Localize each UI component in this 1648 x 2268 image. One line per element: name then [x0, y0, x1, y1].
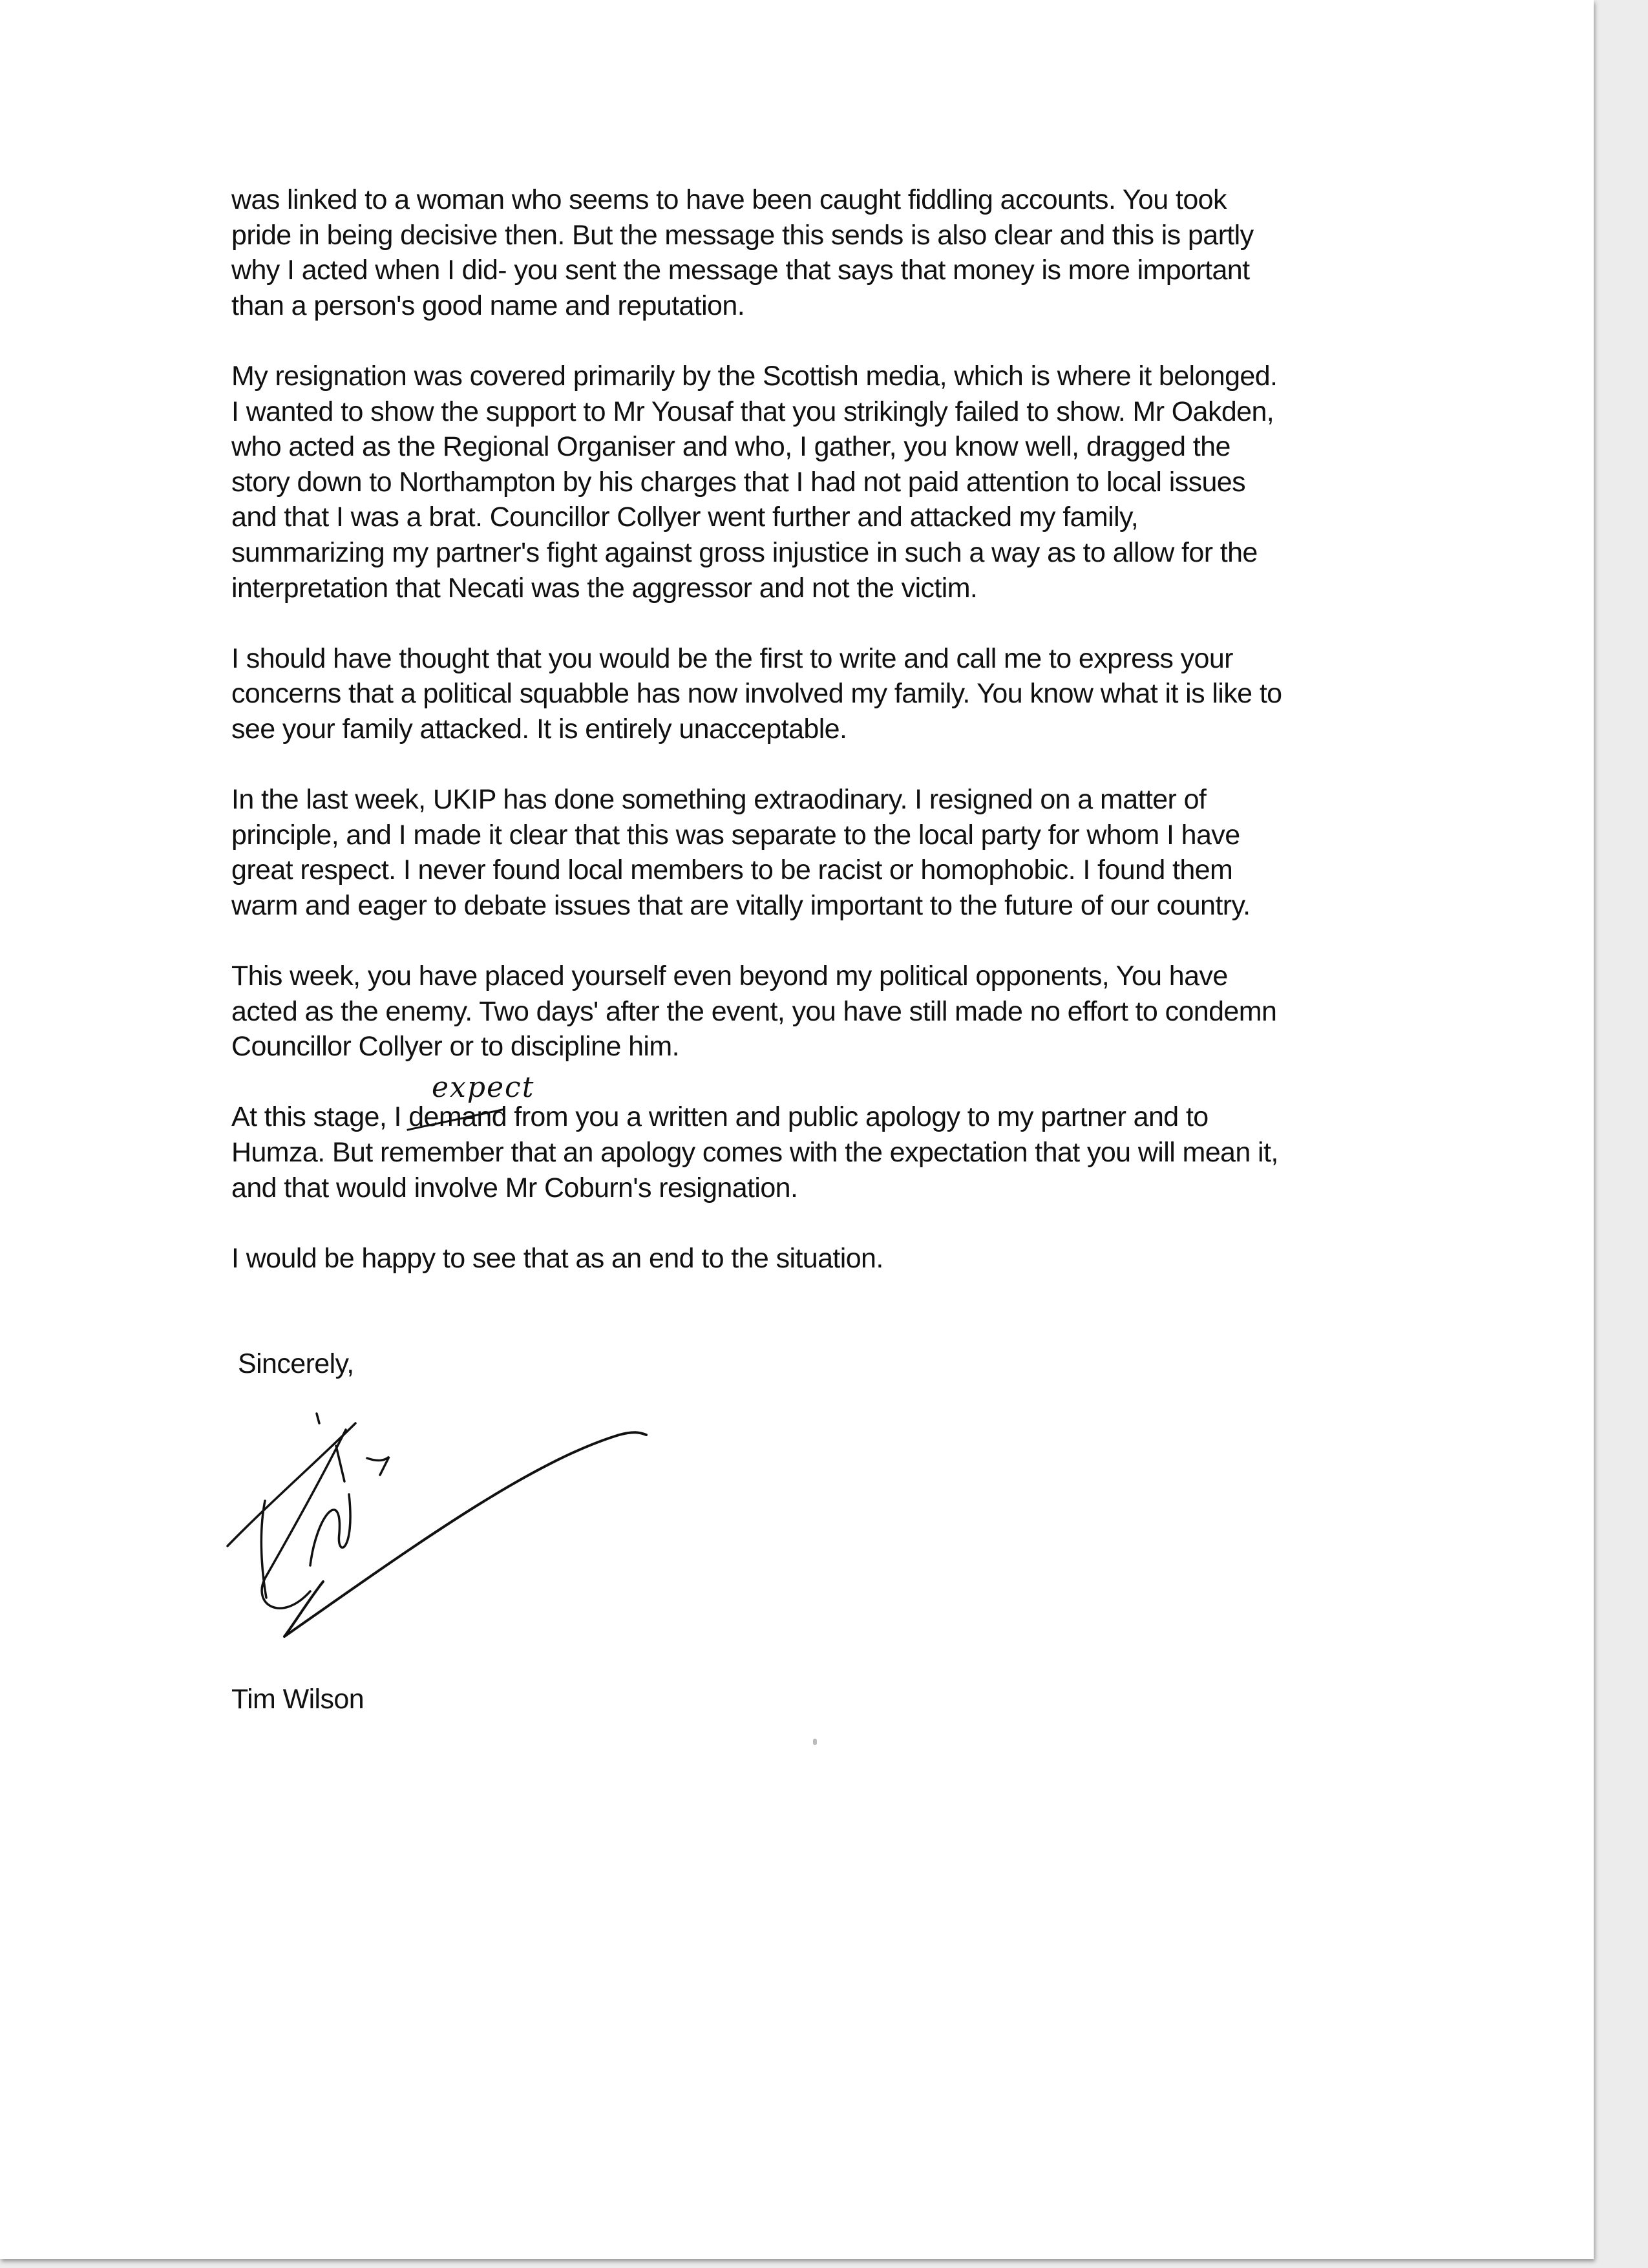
- handwritten-signature: [220, 1384, 814, 1643]
- handwritten-insertion-expect: expect: [432, 1071, 535, 1105]
- paragraph-apology: [231, 1099, 1459, 1205]
- paragraph-family: I should have thought that you would be the first to write and call me to express your concerns that a political squabble has now involved my family. You know what it is like to see your family attacked. It is entirely unacceptable.: [231, 642, 1282, 745]
- apology-text-before: At this stage, I: [231, 1101, 409, 1133]
- signature-stroke-T: [261, 1430, 346, 1608]
- insertion-line: [231, 1065, 1459, 1105]
- signatory-name: Tim Wilson: [231, 1684, 364, 1715]
- apology-text-after: from you a written and public apology to my partner and to Humza. But remember that an apology comes with the expectation that you will mean it, and that would involve Mr Coburn's resignation.: [231, 1101, 1278, 1203]
- struck-word-demand: demand: [408, 1101, 507, 1133]
- signature-stroke-i: [310, 1494, 350, 1565]
- paragraph-final: I would be happy to see that as an end to the situation.: [231, 1242, 883, 1274]
- signature-stroke-tilde: [367, 1457, 389, 1475]
- paragraph-resignation: My resignation was covered primarily by the Scottish media, which is where it belonged. I wanted to show the support to Mr Yousaf that you strikingly failed to show. Mr Oakden, who acted as the Regional Organiser and who, I gather, you know well, dragged the story down to Northampton by his charges that I had not paid attention to local issues and that I was a brat. Councillor Collyer went further and attacked my family, summarizing my partner's fight against gross injustice in such a way as to allow for the interpretation that Necati was the aggressor and not the victim.: [231, 360, 1278, 604]
- paragraph-enemy: This week, you have placed yourself even beyond my political opponents, You have acted as the enemy. Two days' after the event, you have still made no effort to condemn Councillor Collyer or to discipline him.: [231, 960, 1277, 1063]
- signature-stroke-cross: [227, 1423, 355, 1546]
- paragraph-accounts: was linked to a woman who seems to have been caught fiddling accounts. You took pride in being decisive then. But the message this sends is also clear and this is partly why I acted when I did- you sent the message that says that money is more important than a person's good name and reputation.: [231, 184, 1254, 321]
- closing-sincerely: Sincerely,: [238, 1348, 354, 1380]
- scan-speck: [813, 1739, 817, 1745]
- letter-body: [231, 182, 1459, 1717]
- paragraph-ukip: In the last week, UKIP has done something extraodinary. I resigned on a matter of principle, and I made it clear that this was separate to the local party for whom I have great respect. I never found local members to be racist or homophobic. I found them warm and eager to debate issues that are vitally important to the future of our country.: [231, 784, 1251, 921]
